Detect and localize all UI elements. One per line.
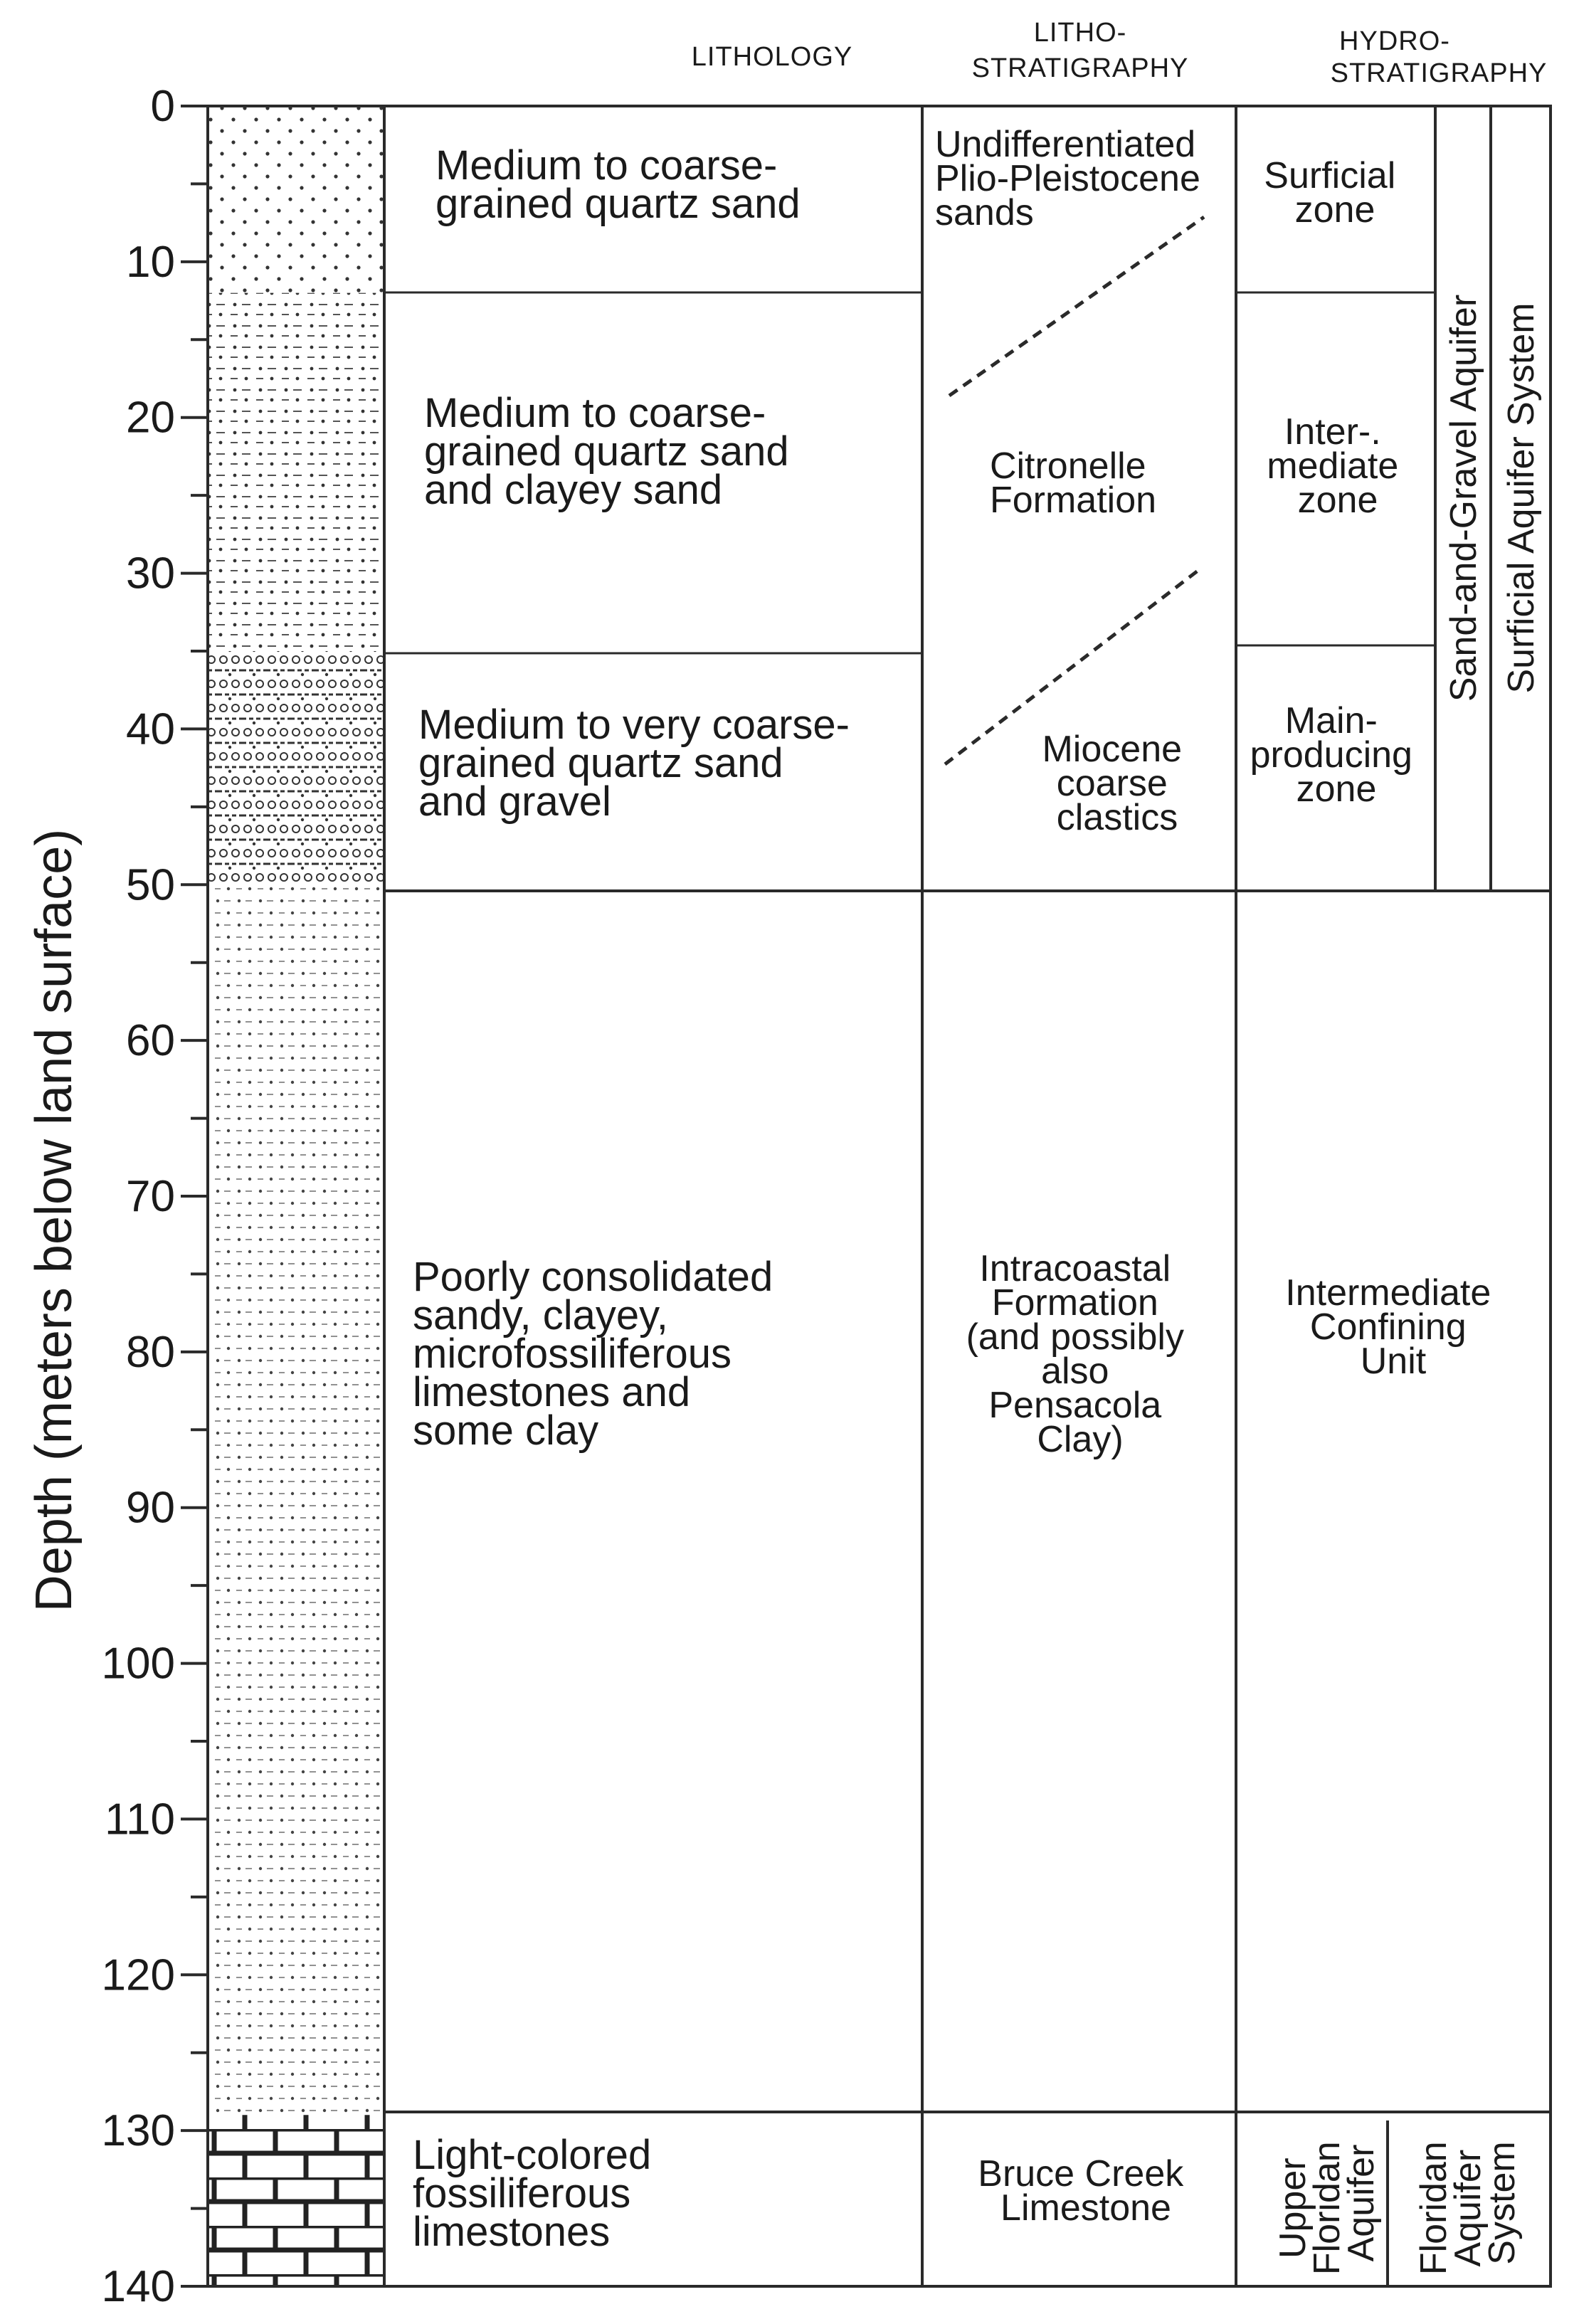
lithostratigraphy-units — [935, 124, 1210, 2229]
hydro-surficial-zone: Surficial zone — [1264, 155, 1396, 231]
hydrostratigraphy-units — [1250, 155, 1542, 2275]
depth-tick-label-60: 60 — [126, 1016, 175, 1066]
depth-tick-label-140: 140 — [101, 2262, 175, 2311]
depth-tick-label-10: 10 — [126, 237, 175, 287]
header-hydrostratigraphy-line2: STRATIGRAPHY — [1330, 58, 1548, 88]
header-hydrostratigraphy-line1: HYDRO- — [1339, 26, 1450, 56]
depth-tick-label-80: 80 — [126, 1327, 175, 1377]
lithology-text-1: Medium to coarse- grained quartz sand — [435, 142, 801, 227]
depth-axis-title: Depth (meters below land surface) — [26, 828, 83, 1612]
hydro-sand-gravel-aquifer: Sand-and-Gravel Aquifer — [1443, 294, 1484, 702]
lithology-pattern-4 — [208, 884, 384, 2115]
header-lithology: LITHOLOGY — [691, 42, 853, 72]
depth-tick-label-120: 120 — [101, 1950, 175, 2000]
hydro-intermediate-zone: Inter-. mediate zone — [1267, 411, 1399, 521]
depth-tick-label-70: 70 — [126, 1172, 175, 1221]
depth-tick-label-100: 100 — [101, 1639, 175, 1689]
lithology-text-3: Medium to very coarse- grained quartz sand and gravel — [418, 702, 850, 825]
depth-tick-label-30: 30 — [126, 549, 175, 598]
header-lithostratigraphy-line2: STRATIGRAPHY — [971, 53, 1189, 83]
lithostrat-intracoastal: Intracoastal Formation (and possibly also Pensacola Clay) — [966, 1248, 1184, 1460]
hydro-surficial-aquifer-system: Surficial Aquifer System — [1501, 302, 1542, 694]
lithostrat-bruce-creek: Bruce Creek Limestone — [978, 2153, 1184, 2229]
hydro-upper-floridan-aquifer: Upper Floridan Aquifer — [1272, 2141, 1382, 2276]
hydro-floridan-aquifer-system: Floridan Aquifer System — [1413, 2141, 1523, 2276]
hydro-main-producing-zone: Main- producing zone — [1250, 700, 1412, 810]
lithology-column — [208, 106, 384, 2286]
lithostrat-undifferentiated: Undifferentiated Plio-Pleistocene sands — [935, 124, 1200, 233]
depth-tick-label-20: 20 — [126, 393, 175, 443]
depth-tick-label-50: 50 — [126, 860, 175, 910]
depth-axis — [26, 82, 208, 2311]
lithostrat-miocene: Miocene coarse clastics — [1042, 729, 1183, 838]
depth-tick-label-0: 0 — [150, 82, 175, 131]
lithology-text-5: Light-colored fossiliferous limestones — [413, 2132, 652, 2255]
lithology-pattern-1 — [208, 106, 384, 293]
lithostrat-citronelle: Citronelle Formation — [989, 445, 1157, 521]
lithology-pattern-2 — [208, 293, 384, 651]
lithology-pattern-3 — [208, 651, 384, 884]
depth-tick-label-110: 110 — [105, 1795, 175, 1844]
dashed-contact-upper — [949, 217, 1204, 396]
depth-tick-label-130: 130 — [101, 2106, 175, 2156]
lithology-descriptions — [413, 142, 861, 2255]
lithology-pattern-5 — [208, 2115, 384, 2286]
depth-axis-ticks — [102, 82, 208, 2311]
header-lithostratigraphy-line1: LITHO- — [1033, 18, 1127, 48]
depth-tick-label-90: 90 — [126, 1483, 175, 1533]
hydro-intermediate-confining-unit: Intermediate Confining Unit — [1285, 1272, 1491, 1382]
lithology-text-2: Medium to coarse- grained quartz sand and clayey sand — [424, 390, 789, 513]
lithology-text-4: Poorly consolidated sandy, clayey, microfossiliferous limestones and some clay — [413, 1254, 773, 1454]
depth-tick-label-40: 40 — [126, 704, 175, 754]
column-headers — [692, 18, 1548, 88]
